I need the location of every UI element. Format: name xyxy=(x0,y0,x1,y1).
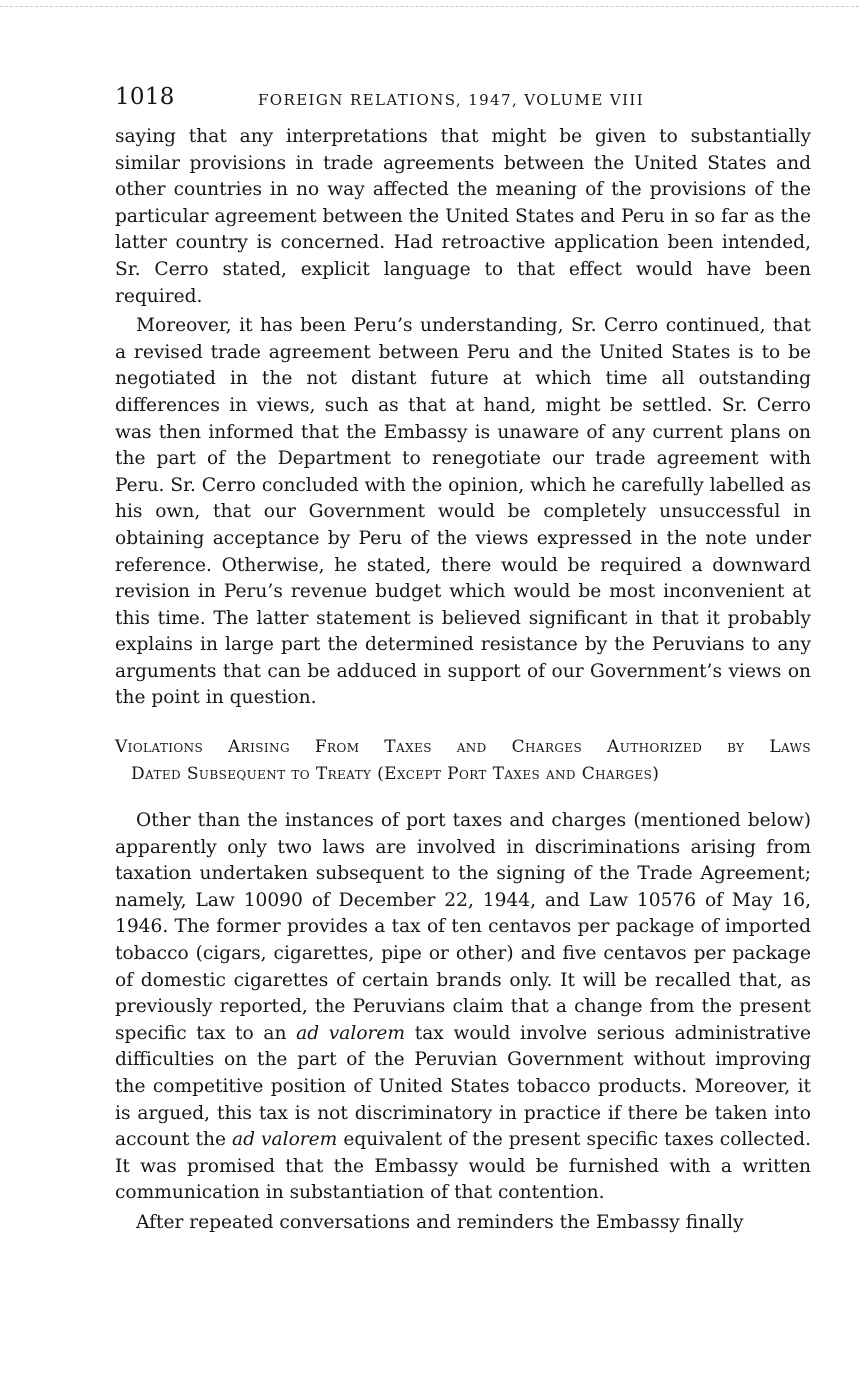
paragraph-continuation: saying that any interpretations that might be given to substantially similar provisions in trade agreements between the United States and other countries in no way affected the meaning of the provisions of the particular agreement between the United States and Peru in so far as the latter country is concerned. Had retroactive application been intended, Sr. Cerro stated, explicit language to that effect would have been required. xyxy=(115,126,811,307)
document-page xyxy=(115,84,811,1237)
section-heading xyxy=(115,734,811,788)
italic-term: ad valorem xyxy=(232,1129,338,1151)
text-run: equivalent of the present specific taxes collected. It was promised that the Embassy would be furnished with a written communication in substantiation of that contention. xyxy=(115,1129,811,1204)
running-header xyxy=(115,84,811,114)
italic-term: ad valorem xyxy=(296,1022,406,1044)
text-run: Other than the instances of port taxes and charges (mentioned below) apparently only two laws are involved in discriminations arising from taxation undertaken subsequent to the signing of the Trade Agreement; namely, Law 10090 of December 22, 1944, and Law 10576 of May 16, 1946. The former provides a tax of ten centavos per package of imported tobacco (cigars, cigarettes, pipe or other) and five centavos per package of domestic cigarettes of certain brands only. It will be recalled that, as previously reported, the Peruvians claim that a change from the present specific tax to an xyxy=(115,810,811,1044)
paragraph-tax-laws xyxy=(115,808,811,1207)
paragraph-cerro-understanding: Moreover, it has been Peru’s understanding, Sr. Cerro continued, that a revised trade agreement between Peru and the United States is to be negotiated in the not distant future at which time all outstanding differences in views, such as that at hand, might be settled. Sr. Cerro was then informed that the Embassy is unaware of any current plans on the part of the Department to renegotiate our trade agreement with Peru. Sr. Cerro concluded with the opinion, which he carefully labelled as his own, that our Government would be completely unsuccessful in obtaining acceptance by Peru of the views expressed in the note under reference. Otherwise, he stated, there would be required a downward revision in Peru’s revenue budget which would be most inconvenient at this time. The latter statement is believed significant in that it probably explains in large part the determined resistance by the Peruvians to any arguments that can be adduced in support of our Government’s views on the point in question. xyxy=(115,315,811,709)
section-heading-line-1: Violations Arising From Taxes and Charges Authorized by Laws xyxy=(115,737,811,758)
running-title: FOREIGN RELATIONS, 1947, VOLUME VIII xyxy=(258,91,645,109)
top-edge-rule xyxy=(0,6,859,7)
paragraph-final-line: After repeated conversations and reminders the Embassy finally xyxy=(136,1211,744,1233)
section-heading-line-2: Dated Subsequent to Treaty (Except Port Taxes and Charges) xyxy=(131,764,660,785)
text-run: tax would involve serious administrative difficulties on the part of the Peruvian Government without improving the competitive position of United States tobacco products. Moreover, it is argued, this tax is not discriminatory in practice if there be taken into account the xyxy=(115,1022,811,1151)
page-number: 1018 xyxy=(115,84,175,110)
